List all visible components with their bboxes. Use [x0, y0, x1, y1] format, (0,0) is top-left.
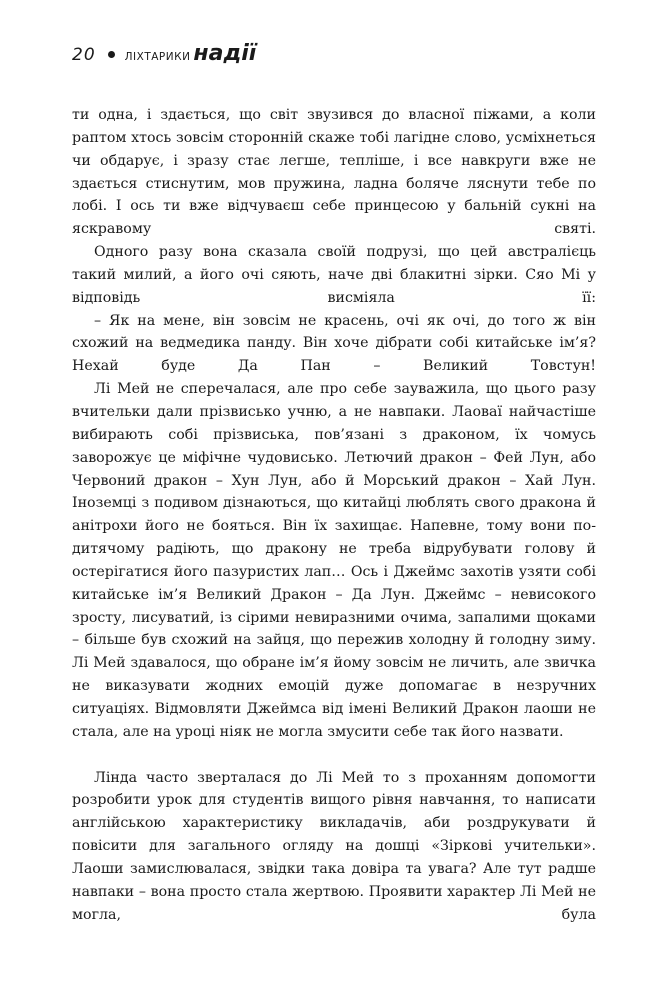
paragraph: Лі Мей не сперечалася, але про себе зауважила, що цього разу вчительки дали прізвисько учню, а не навпаки. Лаоваї найчастіше вибирають собі прізвиська, пов’язані з драконом, їх чомусь заворожує це міфічне чудовисько. Летючий дракон – Фей Лун, або Червоний дракон – Хун Лун, або й Морський дракон – Хай Лун. Іноземці з подивом дізнаються, що китайці люблять свого дракона й анітрохи його не бояться. Він їх захищає. Напевне, тому вони по-дитячому радіють, що дракону не треба відрубувати голову й остерігатися його пазуристих лап… Ось і Джеймс захотів узяти собі китайське ім’я Великий Дракон – Да Лун. Джеймс – невисокого зросту, лисуватий, із сірими невиразними очима, запалими щоками – більше був схожий на зайця, що пережив холодну й голодну зиму. Лі Мей здавалося, що обране ім’я йому зовсім не личить, але звичка не виказувати жодних емоцій дуже допомагає в незручних ситуаціях. Відмовляти Джеймса від імені Великий Дракон лаоши не стала, але на уроці ніяк не могла змусити себе так його назвати.	[72, 381, 596, 740]
paragraph: Одного разу вона сказала своїй подрузі, що цей австралієць такий милий, а його очі сяють, наче дві блакитні зірки. Сяо Мі у відповідь висміяла її:	[72, 244, 596, 306]
body-text	[72, 104, 596, 927]
bullet-separator	[108, 51, 115, 58]
paragraph: Лінда часто зверталася до Лі Мей то з проханням допомогти розробити урок для студентів вищого рівня навчання, то написати англійською характеристику викладачів, аби роздрукувати й повісити для загального огляду на дошці «Зіркові учительки». Лаоши замислювалася, звідки така довіра та увага? Але тут радше навпаки – вона просто стала жертвою. Проявити характер Лі Мей не могла, була	[72, 769, 596, 923]
paragraph: – Як на мене, він зовсім не красень, очі як очі, до того ж він схожий на ведмедика панду. Він хоче дібрати собі китайське ім’я? Нехай буде Да Пан – Великий Товстун!	[72, 312, 596, 375]
page-number: 20	[72, 45, 96, 65]
paragraph: ти одна, і здається, що світ звузився до власної піжами, а коли раптом хтось зовсім сторонній скаже тобі лагідне слово, усміхнеться чи обдарує, і зразу стає легше, тепліше, і все навкруги вже не здається стиснутим, мов пружина, ладна боляче ляснути тебе по лобі. І ось ти вже відчуваєш себе принцесою у бальній сукні на яскравому святі.	[72, 107, 596, 238]
running-header	[72, 36, 256, 66]
series-title: ЛІХТАРИКИ	[124, 51, 191, 63]
series-title-emphasis: надії	[193, 41, 257, 66]
